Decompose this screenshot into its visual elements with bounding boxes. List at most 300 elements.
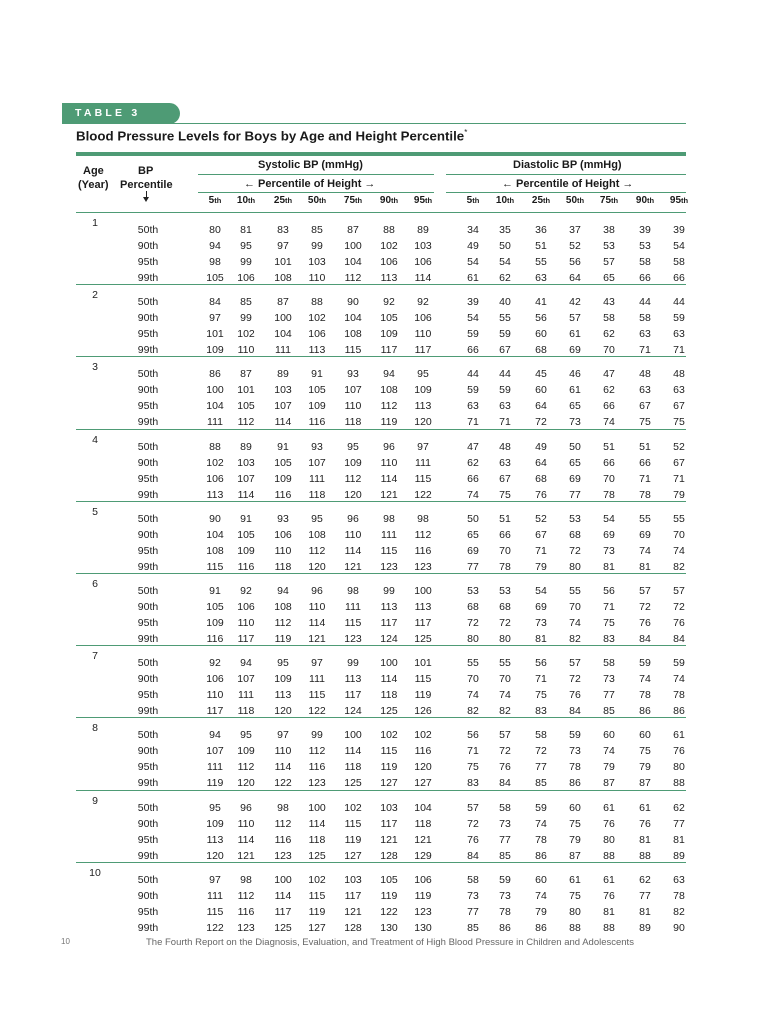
diastolic-cell: 59 (535, 801, 547, 814)
diastolic-cell: 68 (467, 600, 479, 613)
bp-percentile-value: 90th (137, 312, 159, 325)
diastolic-cell: 81 (673, 833, 685, 846)
table-row (76, 920, 686, 936)
systolic-cell: 94 (209, 729, 221, 742)
systolic-cell: 117 (380, 616, 398, 629)
systolic-cell: 115 (206, 560, 224, 573)
diastolic-cell: 44 (499, 368, 511, 381)
table-title-text: Blood Pressure Levels for Boys by Age and Height Percentile (76, 128, 465, 144)
systolic-cell: 106 (414, 256, 432, 268)
age-value: 7 (92, 650, 98, 663)
diastolic-cell: 57 (639, 584, 651, 597)
diastolic-cell: 63 (499, 400, 511, 413)
diastolic-cell: 47 (603, 368, 615, 381)
diastolic-cell: 76 (535, 488, 547, 501)
diastolic-cell: 72 (673, 600, 685, 613)
diastolic-cell: 47 (467, 440, 479, 453)
diastolic-cell: 69 (639, 528, 651, 541)
systolic-cell: 123 (380, 560, 398, 573)
diastolic-cell: 59 (499, 384, 511, 397)
page-number: 10 (61, 937, 70, 946)
systolic-cell: 119 (380, 416, 398, 429)
systolic-cell: 104 (206, 400, 224, 413)
diastolic-cell: 74 (639, 673, 651, 686)
diastolic-cell: 69 (569, 344, 581, 357)
diastolic-cell: 71 (603, 600, 615, 613)
systolic-cell: 92 (240, 584, 252, 597)
bp-percentile-value: 99th (137, 632, 159, 645)
diastolic-cell: 63 (639, 384, 651, 397)
systolic-cell: 107 (237, 472, 255, 485)
systolic-cell: 117 (380, 817, 398, 830)
systolic-cell: 117 (414, 344, 432, 357)
bp-percentile-value: 90th (137, 456, 159, 469)
diastolic-cell: 60 (535, 328, 547, 341)
systolic-cell: 100 (308, 801, 326, 814)
diastolic-cell: 59 (639, 657, 651, 670)
arrow-down-icon (146, 191, 147, 200)
systolic-cell: 117 (344, 689, 362, 702)
systolic-cell: 107 (274, 400, 292, 413)
systolic-cell: 100 (344, 729, 362, 742)
age-header-line2: (Year) (78, 179, 109, 191)
diastolic-cell: 66 (467, 472, 479, 485)
systolic-cell: 108 (344, 328, 362, 341)
diastolic-cell: 56 (535, 657, 547, 670)
systolic-cell: 98 (383, 512, 395, 525)
systolic-cell: 88 (209, 440, 221, 453)
bp-percentile-value: 90th (137, 889, 159, 902)
bp-percentile-value: 50th (137, 224, 159, 236)
systolic-cell: 100 (274, 312, 292, 325)
group-rule (76, 645, 686, 646)
systolic-cell: 102 (414, 729, 432, 742)
diastolic-cell: 44 (639, 296, 651, 309)
diastolic-cell: 75 (603, 616, 615, 629)
systolic-cell: 112 (344, 472, 362, 485)
systolic-cell: 116 (274, 488, 292, 501)
systolic-cell: 94 (277, 584, 289, 597)
systolic-cell: 106 (237, 600, 255, 613)
systolic-cell: 117 (206, 705, 224, 718)
diastolic-cell: 88 (603, 921, 615, 934)
diastolic-cell: 58 (535, 729, 547, 742)
diastolic-cell: 56 (569, 256, 581, 268)
systolic-cell: 84 (209, 296, 221, 309)
systolic-cell: 87 (277, 296, 289, 309)
systolic-cell: 123 (237, 921, 255, 934)
percentile-number: 10 (495, 195, 508, 206)
systolic-height-percentile-6 (406, 195, 440, 206)
diastolic-cell: 63 (467, 400, 479, 413)
diastolic-cell: 85 (499, 849, 511, 862)
systolic-cell: 103 (274, 384, 292, 397)
systolic-cell: 96 (311, 584, 323, 597)
systolic-cell: 115 (308, 889, 326, 902)
diastolic-cell: 66 (499, 528, 511, 541)
systolic-cell: 128 (380, 849, 398, 862)
diastolic-cell: 71 (535, 544, 547, 557)
diastolic-cell: 87 (603, 777, 615, 790)
diastolic-cell: 37 (569, 224, 581, 236)
systolic-cell: 125 (274, 921, 292, 934)
bp-percentile-value: 50th (137, 512, 159, 525)
diastolic-cell: 65 (569, 456, 581, 469)
diastolic-cell: 55 (569, 584, 581, 597)
systolic-cell: 106 (414, 312, 432, 325)
diastolic-cell: 59 (673, 312, 685, 325)
diastolic-cell: 71 (639, 344, 651, 357)
tab-rule (62, 123, 686, 124)
systolic-cell: 119 (206, 777, 224, 790)
systolic-cell: 100 (206, 384, 224, 397)
diastolic-cell: 55 (673, 512, 685, 525)
group-rule (76, 573, 686, 574)
systolic-height-header: ← Percentile of Height → (244, 178, 376, 190)
diastolic-cell: 64 (569, 272, 581, 284)
systolic-cell: 93 (277, 512, 289, 525)
systolic-cell: 98 (209, 256, 221, 268)
systolic-cell: 112 (237, 889, 255, 902)
diastolic-cell: 59 (499, 328, 511, 341)
diastolic-cell: 67 (499, 344, 511, 357)
diastolic-cell: 64 (535, 400, 547, 413)
group-rule (76, 212, 686, 213)
systolic-cell: 99 (383, 584, 395, 597)
systolic-cell: 90 (347, 296, 359, 309)
diastolic-cell: 74 (603, 416, 615, 429)
diastolic-cell: 77 (603, 689, 615, 702)
percentile-suffix: th (319, 196, 327, 205)
diastolic-cell: 58 (639, 312, 651, 325)
title-rule (76, 152, 686, 156)
systolic-cell: 118 (344, 761, 362, 774)
diastolic-cell: 71 (673, 344, 685, 357)
diastolic-cell: 80 (673, 761, 685, 774)
systolic-cell: 115 (414, 472, 432, 485)
diastolic-cell: 78 (535, 833, 547, 846)
bp-percentile-value: 50th (137, 584, 159, 597)
table-row (76, 511, 686, 527)
systolic-cell: 111 (207, 889, 223, 902)
systolic-cell: 111 (415, 456, 431, 469)
diastolic-cell: 60 (639, 729, 651, 742)
systolic-cell: 104 (344, 256, 362, 268)
diastolic-cell: 84 (467, 849, 479, 862)
systolic-cell: 120 (206, 849, 224, 862)
diastolic-rule (446, 174, 686, 175)
systolic-cell: 129 (414, 849, 432, 862)
systolic-cell: 106 (308, 328, 326, 341)
age-value: 6 (92, 577, 98, 590)
diastolic-cell: 42 (569, 296, 581, 309)
systolic-cell: 95 (209, 801, 221, 814)
table-row (76, 326, 686, 342)
bp-percentile-value: 99th (137, 344, 159, 357)
systolic-cell: 105 (380, 312, 398, 325)
age-group-1 (76, 212, 686, 284)
table-row (76, 759, 686, 775)
diastolic-cell: 62 (603, 328, 615, 341)
systolic-cell: 122 (206, 921, 224, 934)
diastolic-cell: 54 (673, 240, 685, 252)
systolic-cell: 97 (277, 240, 289, 252)
diastolic-height-percentile-1 (488, 195, 522, 206)
diastolic-cell: 65 (467, 528, 479, 541)
systolic-cell: 114 (308, 616, 326, 629)
bp-percentile-value: 95th (137, 328, 159, 341)
systolic-cell: 109 (414, 384, 432, 397)
diastolic-cell: 58 (603, 312, 615, 325)
diastolic-cell: 74 (499, 689, 511, 702)
table-row (76, 599, 686, 615)
diastolic-cell: 81 (639, 560, 651, 573)
systolic-cell: 121 (237, 849, 255, 862)
systolic-cell: 102 (308, 873, 326, 886)
systolic-cell: 110 (274, 745, 292, 758)
diastolic-cell: 72 (499, 745, 511, 758)
systolic-cell: 86 (209, 368, 221, 381)
diastolic-cell: 82 (673, 560, 685, 573)
diastolic-cell: 60 (603, 729, 615, 742)
systolic-rule (198, 174, 434, 175)
systolic-cell: 101 (274, 256, 292, 268)
diastolic-cell: 86 (639, 705, 651, 718)
age-group-4 (76, 429, 686, 501)
systolic-cell: 115 (380, 745, 398, 758)
percentile-suffix: th (391, 196, 399, 205)
systolic-cell: 97 (417, 440, 429, 453)
systolic-cell: 80 (209, 224, 221, 236)
systolic-cell: 97 (277, 729, 289, 742)
table-row (76, 816, 686, 832)
diastolic-cell: 74 (603, 745, 615, 758)
percentile-number: 5 (208, 195, 215, 206)
bp-percentile-header-line2: Percentile (120, 179, 173, 191)
diastolic-cell: 48 (639, 368, 651, 381)
diastolic-cell: 66 (603, 456, 615, 469)
diastolic-cell: 86 (535, 921, 547, 934)
age-group-2 (76, 284, 686, 356)
systolic-cell: 124 (380, 632, 398, 645)
systolic-cell: 111 (381, 528, 397, 541)
table-label: TABLE 3 (62, 103, 180, 124)
bp-percentile-value: 95th (137, 833, 159, 846)
diastolic-cell: 56 (603, 584, 615, 597)
bp-percentile-value: 99th (137, 921, 159, 934)
systolic-cell: 118 (414, 817, 432, 830)
diastolic-cell: 52 (673, 440, 685, 453)
diastolic-cell: 90 (673, 921, 685, 934)
systolic-cell: 90 (209, 512, 221, 525)
systolic-cell: 102 (237, 328, 255, 341)
diastolic-cell: 78 (569, 761, 581, 774)
systolic-cell: 122 (414, 488, 432, 501)
diastolic-cell: 60 (569, 801, 581, 814)
percentile-number: 75 (599, 195, 612, 206)
diastolic-cell: 79 (569, 833, 581, 846)
table-row (76, 800, 686, 816)
diastolic-cell: 60 (535, 873, 547, 886)
diastolic-cell: 46 (569, 368, 581, 381)
systolic-cell: 105 (206, 272, 224, 284)
systolic-cell: 127 (308, 921, 326, 934)
systolic-cell: 94 (383, 368, 395, 381)
diastolic-cell: 66 (639, 456, 651, 469)
age-group-10 (76, 862, 686, 934)
systolic-cell: 116 (237, 905, 255, 918)
diastolic-cell: 82 (569, 632, 581, 645)
diastolic-cell: 76 (603, 889, 615, 902)
age-value: 4 (92, 433, 98, 446)
systolic-cell: 117 (344, 889, 362, 902)
diastolic-cell: 61 (569, 384, 581, 397)
diastolic-cell: 55 (499, 312, 511, 325)
diastolic-cell: 75 (467, 761, 479, 774)
systolic-cell: 125 (414, 632, 432, 645)
title-footnote-mark: * (464, 128, 468, 137)
systolic-cell: 118 (380, 689, 398, 702)
systolic-cell: 121 (344, 560, 362, 573)
systolic-cell: 119 (380, 761, 398, 774)
bp-percentile-value: 90th (137, 528, 159, 541)
diastolic-cell: 84 (569, 705, 581, 718)
diastolic-cell: 71 (673, 472, 685, 485)
systolic-cell: 99 (347, 657, 359, 670)
systolic-cell: 87 (347, 224, 359, 236)
percentile-suffix: th (425, 196, 433, 205)
diastolic-cell: 88 (673, 777, 685, 790)
age-group-7 (76, 645, 686, 717)
systolic-cell: 100 (274, 873, 292, 886)
table-row (76, 543, 686, 559)
table-row (76, 398, 686, 414)
diastolic-cell: 67 (499, 472, 511, 485)
systolic-cell: 114 (237, 488, 255, 501)
diastolic-cell: 86 (535, 849, 547, 862)
percentile-number: 90 (635, 195, 648, 206)
diastolic-cell: 87 (569, 849, 581, 862)
diastolic-cell: 57 (673, 584, 685, 597)
footer-text: The Fourth Report on the Diagnosis, Evaluation, and Treatment of High Blood Pressure in Children and Adolescents (146, 937, 634, 948)
systolic-cell: 116 (414, 544, 432, 557)
diastolic-cell: 85 (535, 777, 547, 790)
systolic-cell: 122 (274, 777, 292, 790)
diastolic-cell: 49 (467, 240, 479, 252)
systolic-subrule (198, 192, 434, 193)
diastolic-cell: 62 (467, 456, 479, 469)
diastolic-cell: 74 (535, 889, 547, 902)
age-group-6 (76, 573, 686, 645)
systolic-cell: 113 (274, 689, 292, 702)
systolic-cell: 96 (383, 440, 395, 453)
diastolic-height-percentile-4 (592, 195, 626, 206)
systolic-cell: 110 (237, 616, 255, 629)
systolic-cell: 94 (209, 240, 221, 252)
percentile-number: 25 (531, 195, 544, 206)
systolic-cell: 95 (417, 368, 429, 381)
percentile-suffix: th (577, 196, 585, 205)
systolic-cell: 115 (344, 817, 362, 830)
diastolic-cell: 63 (535, 272, 547, 284)
bp-percentile-value: 50th (137, 657, 159, 670)
diastolic-cell: 62 (639, 873, 651, 886)
diastolic-cell: 81 (639, 833, 651, 846)
systolic-cell: 115 (414, 673, 432, 686)
systolic-cell: 100 (344, 240, 362, 252)
systolic-cell: 114 (237, 833, 255, 846)
diastolic-cell: 76 (467, 833, 479, 846)
diastolic-cell: 80 (499, 632, 511, 645)
diastolic-cell: 67 (673, 456, 685, 469)
diastolic-cell: 70 (499, 544, 511, 557)
bp-percentile-value: 90th (137, 384, 159, 397)
systolic-cell: 119 (274, 632, 292, 645)
bp-percentile-value: 95th (137, 689, 159, 702)
diastolic-cell: 69 (569, 472, 581, 485)
group-rule (76, 717, 686, 718)
systolic-cell: 85 (240, 296, 252, 309)
systolic-cell: 124 (344, 705, 362, 718)
bp-percentile-value: 95th (137, 400, 159, 413)
diastolic-cell: 88 (639, 849, 651, 862)
systolic-cell: 102 (308, 312, 326, 325)
diastolic-cell: 51 (499, 512, 511, 525)
percentile-suffix: th (214, 196, 222, 205)
diastolic-cell: 61 (603, 873, 615, 886)
diastolic-cell: 79 (639, 761, 651, 774)
percentile-number: 90 (379, 195, 392, 206)
diastolic-cell: 57 (499, 729, 511, 742)
diastolic-cell: 82 (467, 705, 479, 718)
diastolic-cell: 73 (499, 889, 511, 902)
systolic-cell: 110 (344, 400, 362, 413)
systolic-cell: 93 (347, 368, 359, 381)
age-header-line1: Age (83, 165, 104, 177)
table-row (76, 254, 686, 270)
diastolic-height-percentile-3 (558, 195, 592, 206)
bp-percentile-value: 50th (137, 296, 159, 309)
bp-percentile-value: 95th (137, 616, 159, 629)
diastolic-cell: 79 (603, 761, 615, 774)
systolic-cell: 81 (240, 224, 252, 236)
systolic-cell: 127 (380, 777, 398, 790)
diastolic-cell: 78 (603, 488, 615, 501)
diastolic-cell: 62 (499, 272, 511, 284)
bp-percentile-value: 50th (137, 440, 159, 453)
diastolic-cell: 74 (673, 544, 685, 557)
systolic-cell: 109 (206, 817, 224, 830)
diastolic-cell: 53 (639, 240, 651, 252)
bp-table-body (76, 212, 686, 934)
systolic-cell: 110 (237, 344, 255, 357)
systolic-cell: 119 (414, 889, 432, 902)
diastolic-cell: 74 (467, 689, 479, 702)
bp-percentile-value: 99th (137, 488, 159, 501)
systolic-cell: 91 (209, 584, 221, 597)
diastolic-cell: 56 (467, 729, 479, 742)
systolic-cell: 117 (414, 616, 432, 629)
diastolic-cell: 54 (499, 256, 511, 268)
diastolic-cell: 41 (535, 296, 547, 309)
diastolic-cell: 67 (639, 400, 651, 413)
systolic-cell: 99 (240, 312, 252, 325)
bp-percentile-value: 90th (137, 817, 159, 830)
diastolic-cell: 74 (535, 817, 547, 830)
percentile-suffix: th (681, 196, 689, 205)
diastolic-cell: 45 (535, 368, 547, 381)
bp-percentile-value: 99th (137, 849, 159, 862)
